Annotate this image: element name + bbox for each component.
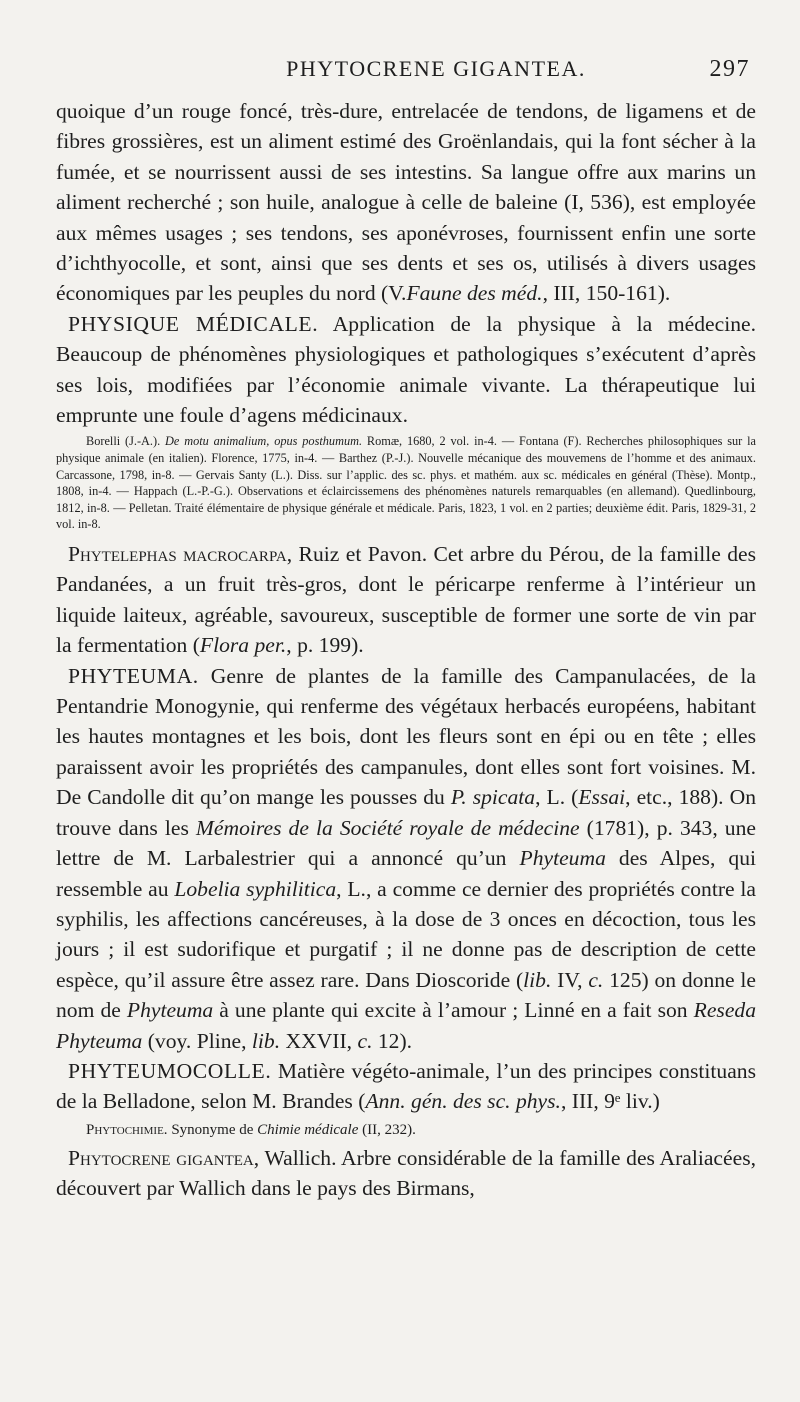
entry-text: Matière végéto-animale, l’un des principes constituans de la Belladone, selon M. Brandes ( [56, 1058, 756, 1114]
entry-text: , Ruiz et Pavon. Cet arbre du Pérou, de la famille des Pandanées, a un fruit très-gros, dont le péricarpe renferme à l’intérieur un liquide laiteux, agréable, savoureux, susceptible de former une sorte de vin par la fermentation ( [56, 542, 757, 658]
entry-text: (1781), p. 343, une lettre de M. Larbalestrier qui a annoncé qu’un [56, 815, 756, 871]
biblio-title: De motu animalium, opus posthumum. [165, 434, 363, 449]
entry-text: XXVII, [280, 1028, 358, 1053]
reference-abbrev: c. [357, 1028, 373, 1053]
entry-text: à une plante qui excite à l’amour ; Linné en a fait son [213, 998, 694, 1023]
entry-text: , etc., 188). On trouve dans les [56, 785, 756, 840]
continuation-paragraph [56, 96, 756, 309]
entry-phyteumocolle [56, 1056, 756, 1117]
reference-abbrev: lib. [251, 1028, 281, 1053]
entry-headword: Phytocrene gigantea [68, 1145, 254, 1170]
running-title: PHYTOCRENE GIGANTEA. [286, 56, 586, 81]
entry-headword: PHYTEUMOCOLLE. [68, 1058, 272, 1083]
entry-text: Application de la physique à la médecine. Beaucoup de phénomènes physiologiques et pathologiques s’exécutent d’après ses lois, modifiées par l’économie animale vivante. La thérapeutique lui emprunte une foule d’agens médicinaux. [56, 311, 756, 428]
entry-physique-medicale [56, 309, 756, 431]
reference-title: Essai [578, 785, 626, 810]
entry-text: , Wallich. Arbre considérable de la famille des Araliacées, découvert par Wallich dans le pays des Birmans, [56, 1145, 756, 1201]
page-number: 297 [709, 56, 750, 82]
cross-reference: Chimie médicale [257, 1121, 359, 1138]
entry-text: 125) on donne le nom de [56, 967, 757, 1023]
entry-phytocrene [56, 1143, 756, 1204]
species-name: Phyteuma [126, 998, 214, 1023]
entry-text: 12). [372, 1028, 413, 1053]
continuation-text-end: , III, 150-161). [542, 281, 671, 306]
continuation-text: quoique d’un rouge foncé, très-dure, entrelacée de tendons, de ligamens et de fibres grossières, est un aliment estimé des Groënlandais, qui la font sécher à la fumée, et se nourrissent aussi de ses intestins. Sa langue offre aux marins un aliment recherché ; son huile, analogue à celle de baleine (I, 536), est employée aux mêmes usages ; ses tendons, ses aponévroses, fournissent enfin une sorte d’ichthyocolle, et sont, ainsi que ses dents et ses os, utilisés à divers usages économiques par les peuples du nord (V. [56, 99, 756, 306]
entry-text: , L., a comme ce dernier des propriétés contre la syphilis, les affections cancéreuses, à la dose de 3 onces en décoction, tous les jours ; il est sudorifique et purgatif ; il ne donne pas de description de cette espèce, qu’il assure être assez rare. Dans Dioscoride ( [56, 876, 757, 992]
entry-headword: PHYSIQUE MÉDICALE. [68, 311, 319, 336]
entry-text: des Alpes, qui ressemble au [56, 846, 756, 901]
entry-text: , L. ( [535, 785, 579, 810]
bibliography-block [56, 433, 756, 533]
entry-text: Synonyme de [167, 1121, 258, 1138]
entry-text-end: , p. 199). [286, 633, 364, 658]
reference-title: Mémoires de la Société royale de médecine [195, 815, 580, 840]
page-body [56, 96, 756, 1204]
reference-title: Ann. gén. des sc. phys. [365, 1089, 561, 1114]
reference-abbrev: c. [588, 967, 604, 992]
entry-headword: PHYTEUMA. [68, 663, 199, 688]
biblio-author: Borelli (J.-A.). [86, 434, 166, 449]
entry-text: (voy. Pline, [142, 1028, 252, 1053]
entry-text: Genre de plantes de la famille des Campanulacées, de la Pentandrie Monogynie, qui renferme des végétaux herbacés européens, habitant les hautes montagnes et les bois, dont les fleurs sont en épi ou en tête ; elles paraissent avoir les propriétés des campanules, dont elles sont fort voisines. M. De Candolle dit qu’on mange les pousses du [56, 663, 756, 810]
reference-abbrev: lib. [523, 967, 552, 992]
running-head [56, 56, 756, 96]
entry-text: IV, [551, 967, 589, 992]
entry-phytelephas [56, 539, 756, 661]
entry-reference: Flora per. [199, 633, 287, 658]
entry-headword: Phytochimie. [86, 1121, 168, 1138]
entry-phytochimie [56, 1117, 756, 1143]
entry-headword: Phytelephas macrocarpa [68, 542, 287, 567]
species-name: Phyteuma [519, 846, 606, 871]
biblio-text: Romæ, 1680, 2 vol. in-4. — Fontana (F). Recherches philosophiques sur la physique animale (en italien). Florence, 1775, in-4. — Barthez (P.-J.). Nouvelle mécanique des mouvemens de l’homme et des animaux. Carcassone, 1798, in-8. — Gervais Santy (L.). Diss. sur l’applic. des sc. phys. et mathém. aux sc. médicales en général (Thèse). Montp., 1808, in-4. — Happach (L.-P.-G.). Observations et éclaircissemens des phénomènes naturels remarquables (en allemand). Quedlinbourg, 1812, in-8. — Pelletan. Traité élémentaire de physique générale et médicale. Paris, 1823, 1 vol. en 2 parties; deuxième édit. Paris, 1829-31, 2 vol. in-8. [56, 434, 756, 532]
entry-text: (II, 232). [358, 1121, 416, 1138]
entry-phyteuma [56, 661, 756, 1056]
species-name: Reseda Phyteuma [56, 998, 756, 1053]
species-name: P. spicata [450, 785, 536, 810]
continuation-reference: Faune des méd. [406, 281, 543, 306]
entry-text: , III, 9ᵉ liv.) [560, 1089, 660, 1114]
species-name: Lobelia syphilitica [174, 876, 337, 901]
